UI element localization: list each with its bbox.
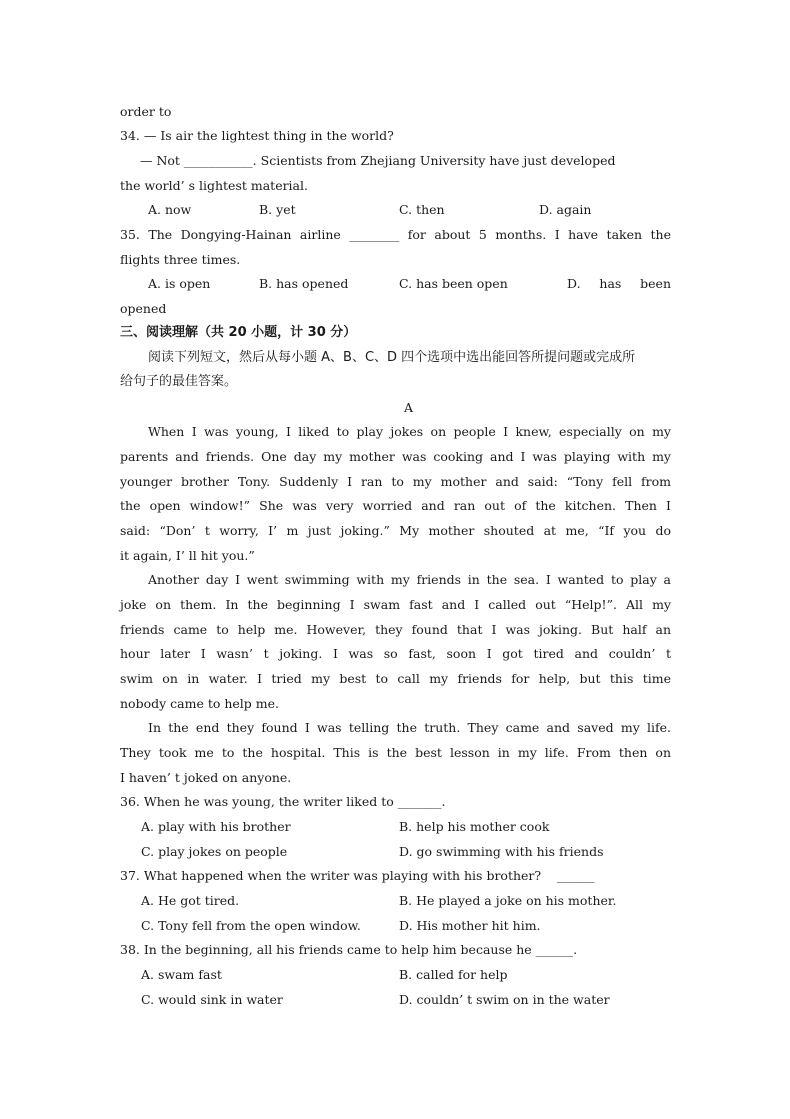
q36-option-a: A. play with his brother [141, 819, 291, 834]
q36-option-b: B. help his mother cook [399, 819, 550, 834]
passage-line: I haven’ t joked on anyone. [120, 770, 292, 785]
passage-line: In the end they found I was telling the truth. They came and saved my life. [148, 720, 671, 735]
passage-line: They took me to the hospital. This is the best lesson in my life. From then on [120, 745, 671, 760]
q34-line2: — Not ___________. Scientists from Zhejiang University have just developed [140, 153, 616, 168]
q38-option-b: B. called for help [399, 967, 508, 982]
q35-line2: flights three times. [120, 252, 241, 267]
passage-line: it again, I’ ll hit you.” [120, 548, 255, 563]
q34-option-d: D. again [539, 202, 592, 217]
q35-option-c: C. has been open [399, 276, 508, 291]
passage-line: nobody came to help me. [120, 696, 279, 711]
passage-label: A [404, 400, 414, 415]
q36-option-d: D. go swimming with his friends [399, 844, 604, 859]
passage-line: When I was young, I liked to play jokes on people I knew, especially on my [148, 424, 671, 439]
passage-line: friends came to help me. However, they found that I was joking. But half an [120, 622, 671, 637]
q34-option-b: B. yet [259, 202, 296, 217]
passage-line: swim on in water. I tried my best to call my friends for help, but this time [120, 671, 671, 686]
q33-tail: order to [120, 104, 172, 119]
q37-option-c: C. Tony fell from the open window. [141, 918, 361, 933]
passage-line: joke on them. In the beginning I swam fast and I called out “Help!”. All my [120, 597, 671, 612]
q35-line1: 35. The Dongying-Hainan airline ________ for about 5 months. I have taken the [120, 227, 671, 242]
q34-line3: the world’ s lightest material. [120, 178, 308, 193]
instruction-line1: 阅读下列短文，然后从每小题 A、B、C、D 四个选项中选出能回答所提问题或完成所 [148, 350, 636, 365]
q38-option-d: D. couldn’ t swim on in the water [399, 992, 610, 1007]
passage-line: younger brother Tony. Suddenly I ran to my mother and said: “Tony fell from [120, 474, 671, 489]
passage-line: parents and friends. One day my mother was cooking and I was playing with my [120, 449, 671, 464]
q36-stem: 36. When he was young, the writer liked to _______. [120, 794, 446, 809]
q38-option-a: A. swam fast [141, 967, 222, 982]
passage-line: the open window!” She was very worried and ran out of the kitchen. Then I [120, 498, 671, 513]
q36-option-c: C. play jokes on people [141, 844, 288, 859]
q37-option-a: A. He got tired. [141, 893, 240, 908]
q37-option-d: D. His mother hit him. [399, 918, 541, 933]
q35-option-wrap: opened [120, 301, 167, 316]
passage-line: Another day I went swimming with my friends in the sea. I wanted to play a [148, 572, 671, 587]
q35-option-d: D. has been [567, 276, 671, 291]
passage-line: said: “Don’ t worry, I’ m just joking.” My mother shouted at me, “If you do [120, 523, 671, 538]
q38-option-c: C. would sink in water [141, 992, 283, 1007]
instruction-line2: 给句子的最佳答案。 [120, 374, 238, 389]
q35-option-b: B. has opened [259, 276, 349, 291]
q37-stem: 37. What happened when the writer was playing with his brother? ______ [120, 868, 595, 883]
q34-option-c: C. then [399, 202, 445, 217]
passage-line: hour later I wasn’ t joking. I was so fast, soon I got tired and couldn’ t [120, 646, 671, 661]
q38-stem: 38. In the beginning, all his friends came to help him because he ______. [120, 942, 578, 957]
q34-option-a: A. now [148, 202, 192, 217]
q37-option-b: B. He played a joke on his mother. [399, 893, 617, 908]
section-heading: 三、阅读理解（共 20 小题，计 30 分） [120, 325, 357, 340]
q35-option-a: A. is open [148, 276, 211, 291]
q34-stem: 34. — Is air the lightest thing in the world? [120, 128, 394, 143]
